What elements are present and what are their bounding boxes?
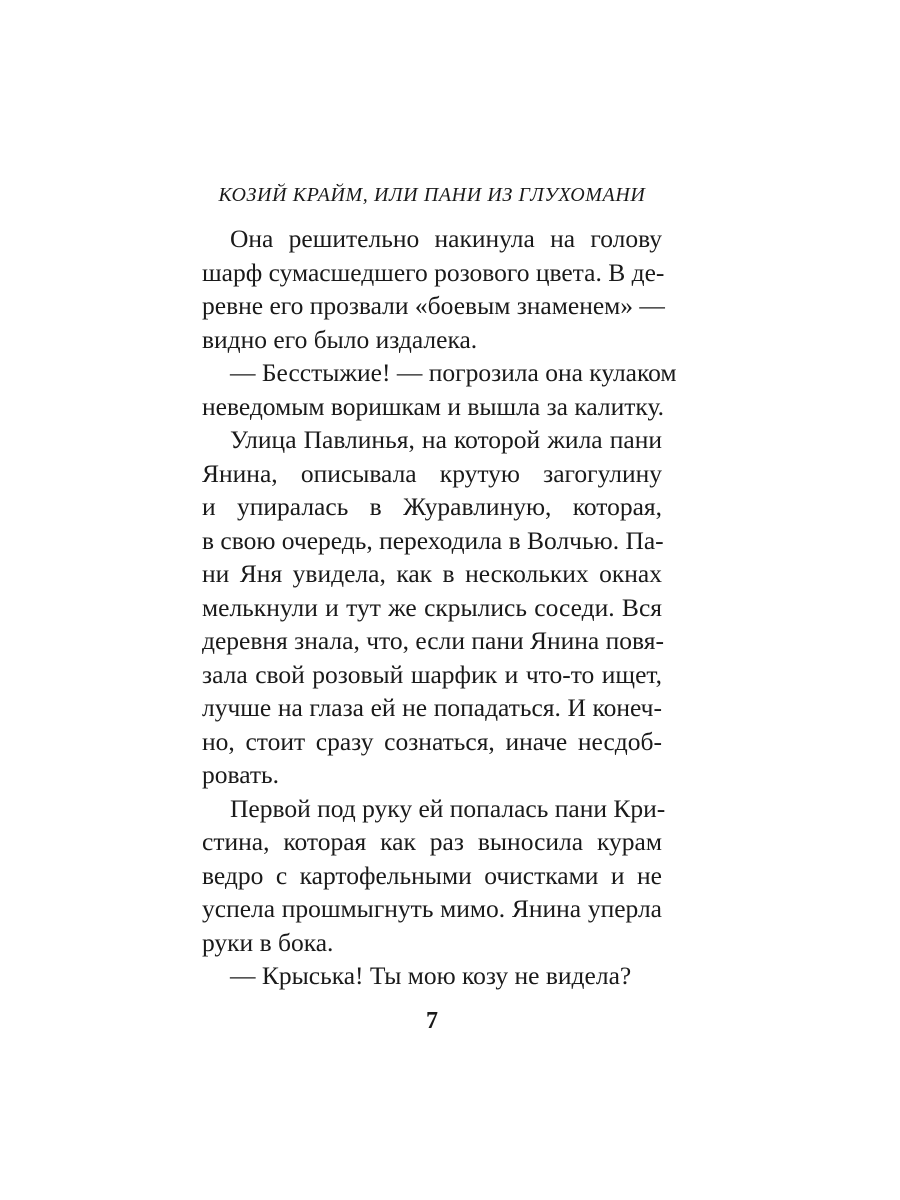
text-line: стина, которая как раз выносила курам	[202, 827, 662, 856]
paragraph-2	[202, 356, 677, 423]
text-line: зала свой розовый шарфик и что-то ищет,	[202, 659, 662, 689]
text-line: — Бесстыжие! — погрозила она кулаком	[230, 358, 677, 387]
text-line: Улица Павлинья, на которой жила пани	[230, 425, 662, 454]
text-line: мелькнули и тут же скрылись соседи. Вся	[202, 592, 662, 622]
text-line: ни Яня увидела, как в нескольких окнах	[202, 559, 662, 588]
paragraph-3	[202, 423, 662, 792]
running-head: КОЗИЙ КРАЙМ, ИЛИ ПАНИ ИЗ ГЛУХОМАНИ	[218, 184, 646, 206]
page-number: 7	[426, 1007, 438, 1034]
text-line: и упиралась в Журавлиную, которая,	[202, 492, 662, 521]
paragraph-5	[202, 959, 662, 993]
text-line: деревня знала, что, если пани Янина повя-	[202, 626, 664, 655]
text-line: лучше на глаза ей не попадаться. И конеч-	[202, 693, 662, 722]
text-line: Она решительно накинула на голову	[230, 224, 662, 253]
paragraph-4	[202, 792, 666, 960]
text-line: ведро с картофельными очистками и не	[202, 860, 662, 890]
text-line: неведомым воришкам и вышла за калитку.	[202, 391, 665, 421]
text-line: Первой под руку ей попалась пани Кри-	[230, 793, 666, 823]
text-line: Янина, описывала крутую загогулину	[202, 458, 662, 488]
text-line: руки в бока.	[202, 927, 334, 957]
text-line: успела прошмыгнуть мимо. Янина уперла	[202, 894, 662, 923]
text-line: ровать.	[202, 760, 280, 789]
text-line: шарф сумасшедшего розового цвета. В де-	[202, 257, 665, 287]
book-page	[202, 178, 677, 1041]
text-line: видно его было издалека.	[202, 324, 478, 354]
text-line: но, стоит сразу сознаться, иначе несдоб-	[202, 726, 662, 756]
text-line: ревне его прозвали «боевым знаменем» —	[202, 291, 665, 320]
text-line: — Крыська! Ты мою козу не видела?	[230, 961, 632, 990]
paragraph-1	[202, 222, 665, 356]
text-line: в свою очередь, переходила в Волчью. Па-	[202, 525, 664, 555]
